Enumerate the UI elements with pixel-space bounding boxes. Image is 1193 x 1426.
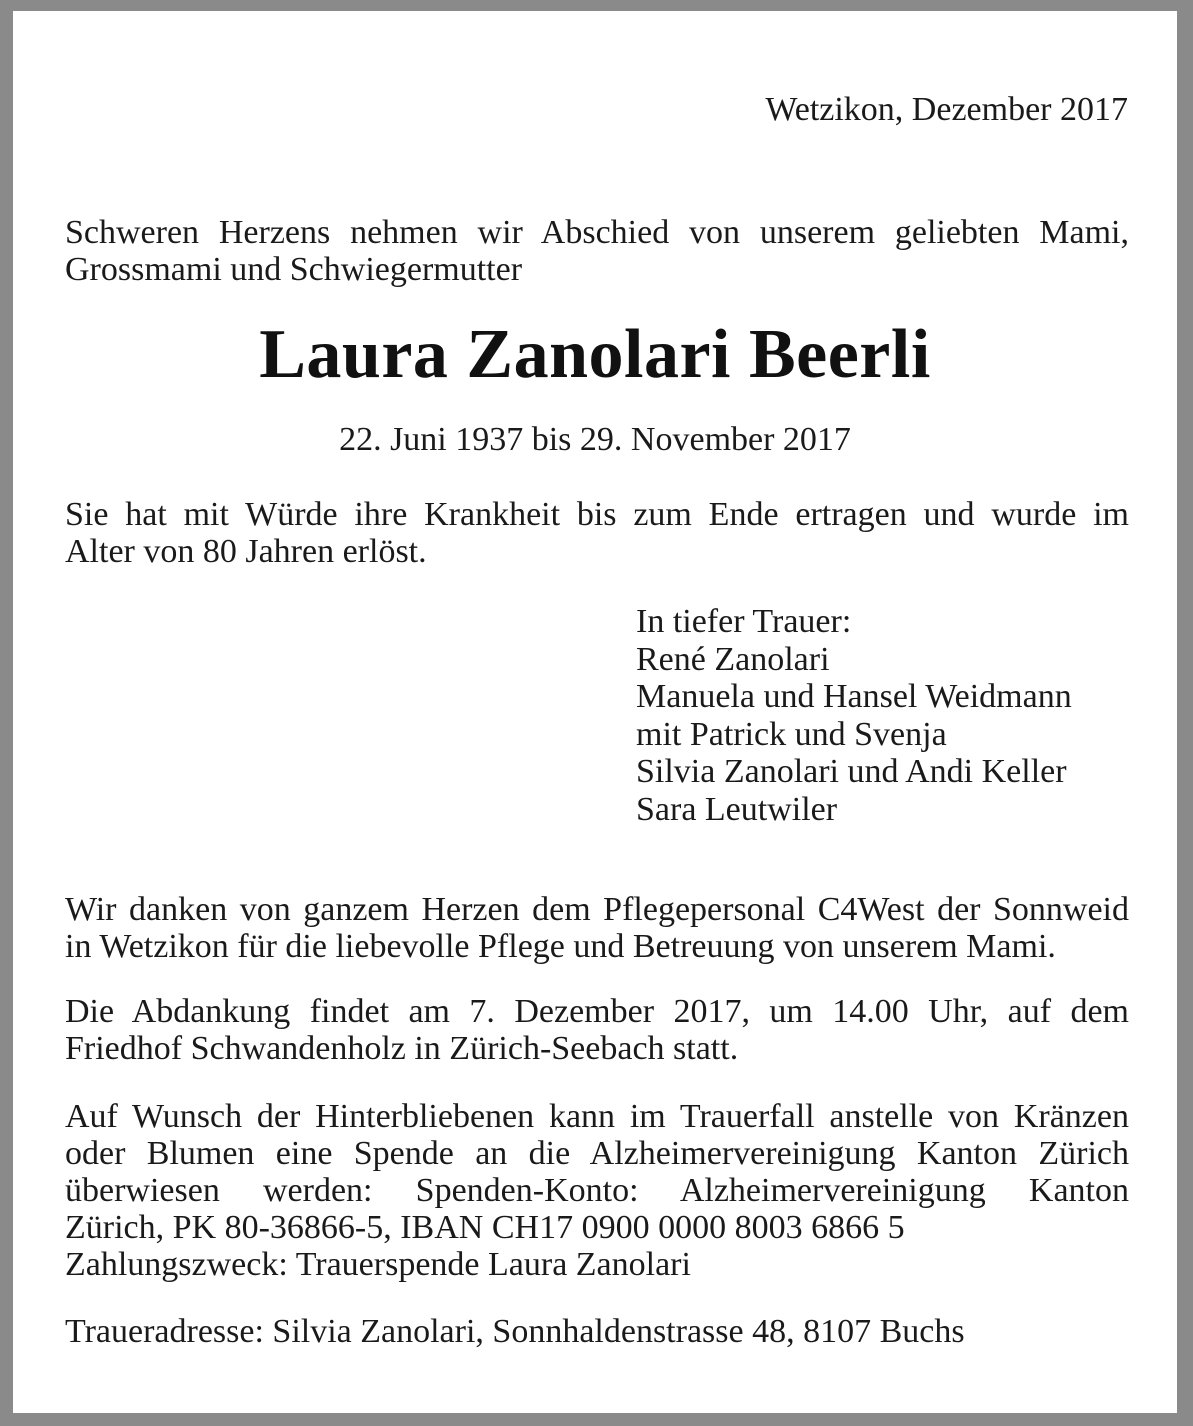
statement-line: Sie hat mit Würde ihre Krankheit bis zum Ende ertragen und wurde im <box>65 496 1129 533</box>
donation-line: oder Blumen eine Spende an die Alzheimervereinigung Kanton Zürich <box>65 1135 1129 1172</box>
statement-line: Alter von 80 Jahren erlöst. <box>65 533 427 570</box>
mourners-list <box>636 603 1072 828</box>
mourners-heading: In tiefer Trauer: <box>636 603 852 640</box>
donation-line: Auf Wunsch der Hinterbliebenen kann im Trauerfall anstelle von Kränzen <box>65 1098 1129 1135</box>
donation-paragraph <box>65 1098 1129 1283</box>
statement-paragraph <box>65 496 1129 570</box>
deceased-name: Laura Zanolari Beerli <box>259 316 931 393</box>
intro-paragraph <box>65 214 1129 288</box>
ceremony-line: Die Abdankung findet am 7. Dezember 2017, um 14.00 Uhr, auf dem <box>65 993 1129 1030</box>
mourner-name: Silvia Zanolari und Andi Keller <box>636 753 1067 790</box>
thanks-line: Wir danken von ganzem Herzen dem Pflegepersonal C4West der Sonnweid <box>65 891 1129 928</box>
thanks-line: in Wetzikon für die liebevolle Pflege und Betreuung von unserem Mami. <box>65 928 1056 965</box>
donation-line: Zahlungszweck: Trauerspende Laura Zanolari <box>65 1246 691 1283</box>
address-paragraph <box>65 1313 1129 1350</box>
place-and-date: Wetzikon, Dezember 2017 <box>765 91 1128 128</box>
intro-line: Schweren Herzens nehmen wir Abschied von unserem geliebten Mami, <box>65 214 1129 251</box>
mourner-name: mit Patrick und Svenja <box>636 715 947 753</box>
donation-line: Zürich, PK 80-36866-5, IBAN CH17 0900 0000 8003 6866 5 <box>65 1209 905 1246</box>
donation-line: überwiesen werden: Spenden-Konto: Alzheimervereinigung Kanton <box>65 1172 1129 1209</box>
intro-line: Grossmami und Schwiegermutter <box>65 251 523 288</box>
thanks-paragraph <box>65 891 1129 965</box>
mourning-address: Traueradresse: Silvia Zanolari, Sonnhaldenstrasse 48, 8107 Buchs <box>65 1313 965 1350</box>
mourner-name: Manuela und Hansel Weidmann <box>636 678 1072 715</box>
life-dates: 22. Juni 1937 bis 29. November 2017 <box>339 421 851 458</box>
obituary-notice <box>13 11 1177 1413</box>
mourner-name: Sara Leutwiler <box>636 790 838 828</box>
mourner-name: René Zanolari <box>636 640 830 678</box>
ceremony-line: Friedhof Schwandenholz in Zürich-Seebach statt. <box>65 1030 739 1067</box>
ceremony-paragraph <box>65 993 1129 1067</box>
